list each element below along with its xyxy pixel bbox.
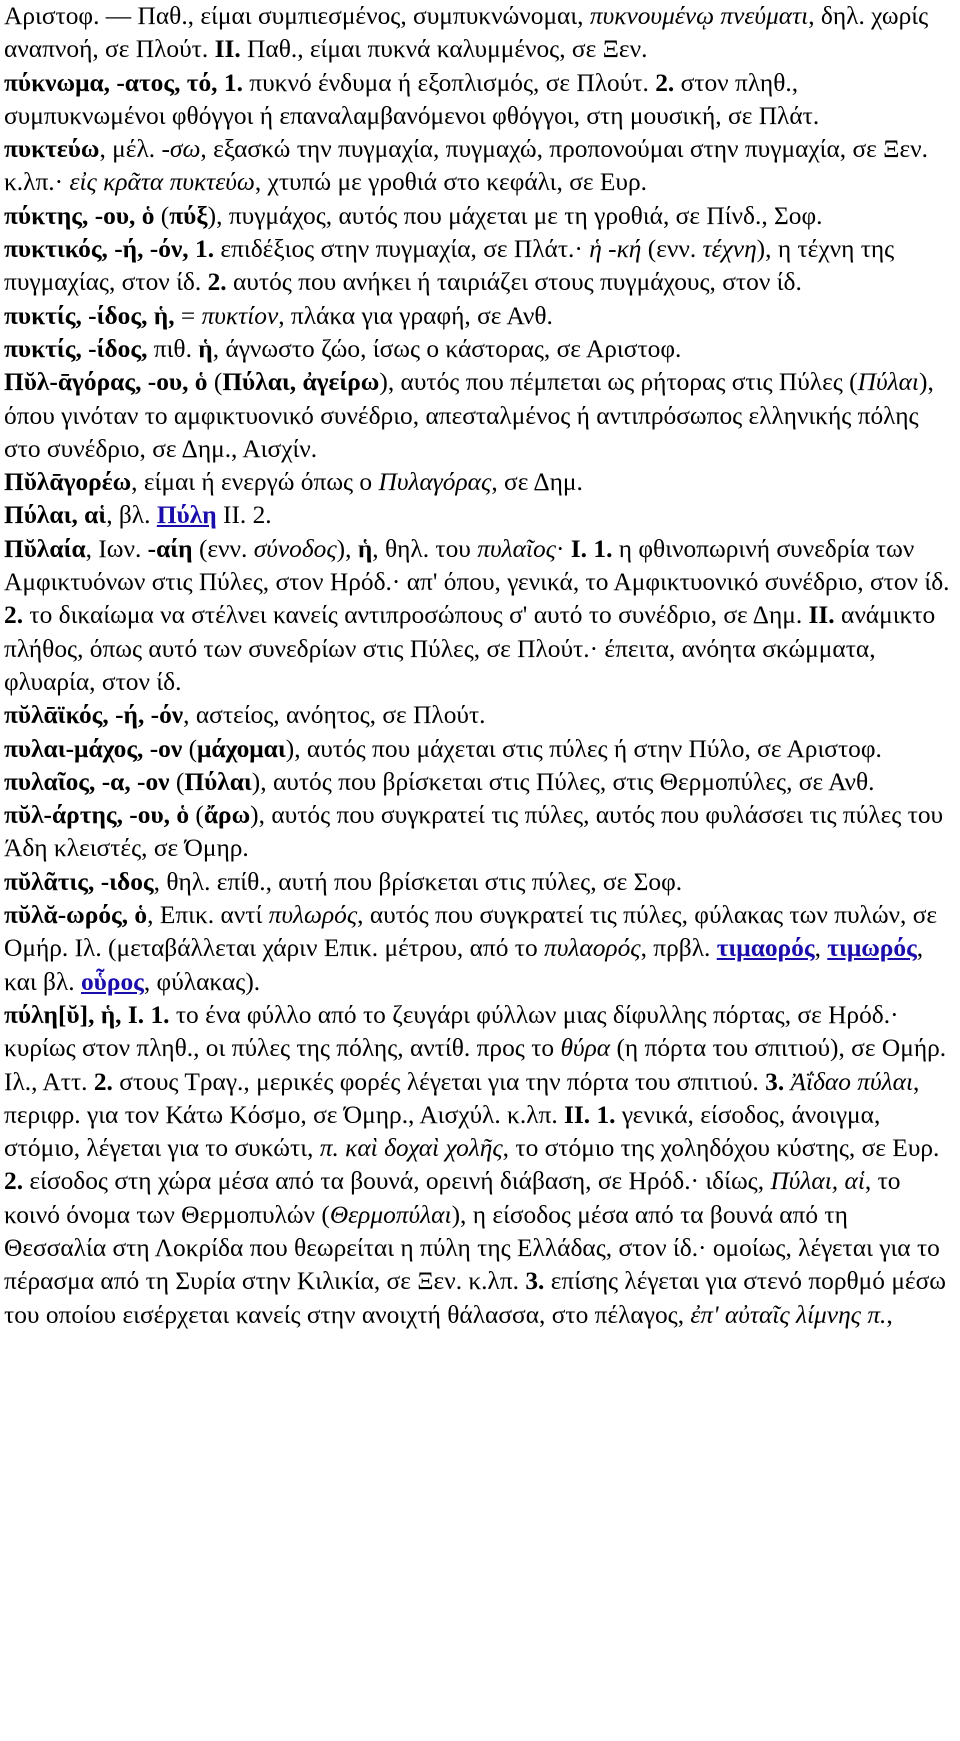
definition-text: αυτός που ανήκει ή ταιριάζει στους πυγμάχους, στον ίδ. (226, 268, 802, 297)
definition-text: , εξασκώ την πυγμαχία, πυγμαχώ, προπονούμαι στην πυγμαχία, σε Ξεν. κ.λπ.· (4, 135, 928, 197)
headword-text: μάχομαι (197, 734, 286, 763)
definition-text: , αστείος, ανόητος, σε Πλούτ. (183, 701, 486, 730)
dictionary-entry-pylaoros (4, 899, 956, 999)
definition-text: το ένα φύλλο από το ζευγάρι φύλλων μιας δίφυλλης πόρτας, σε Ηρόδ.· κυρίως στον πληθ., οι πύλες της πόλης, αντίθ. προς το (4, 1000, 899, 1063)
italic-text: θύρα (560, 1034, 611, 1063)
headword-text: πυλαι-μάχος, -ον (4, 734, 183, 763)
headword-text: 2. (4, 601, 24, 630)
headword-text: Πύλαι, ἀγείρω (222, 368, 380, 397)
definition-text: , θηλ. επίθ., αυτή που βρίσκεται στις πύλες, σε Σοφ. (153, 867, 683, 896)
headword-text: πῠλᾰ-ωρός, ὁ (4, 901, 148, 930)
definition-text: , περιφρ. για τον Κάτω Κόσμο, σε Όμηρ., Αισχύλ. κ.λπ. (4, 1067, 920, 1129)
definition-text: , το στόμιο της χοληδόχου κύστης, σε Ευρ. (502, 1134, 940, 1163)
headword-text: ἡ (357, 534, 373, 563)
definition-text: , θηλ. του (372, 534, 478, 563)
definition-text: ), αυτός που συγκρατεί τις πύλες, αυτός που φυλάσσει τις πύλες του Άδη κλειστές, σε Όμηρ. (4, 801, 944, 863)
headword-text: πῠλᾱϊκός, -ή, -όν (4, 701, 184, 730)
headword-text: πύλη[ῠ], ἡ, I. 1. (4, 1000, 170, 1029)
dictionary-entry-pylagoras (4, 366, 956, 466)
italic-text: τέχνη (702, 235, 757, 264)
definition-text: , και βλ. (4, 934, 924, 996)
headword-text: 3. (525, 1267, 545, 1296)
definition-text: το δικαίωμα να στέλνει κανείς αντιπροσώπους σ' αυτό το συνέδριο, σε Δημ. (23, 601, 809, 630)
definition-text: ), αυτός που βρίσκεται στις Πύλες, στις Θερμοπύλες, σε Ανθ. (251, 767, 875, 796)
definition-text: η φθινοπωρινή συνεδρία των Αμφικτυόνων στις Πύλες, στον Ηρόδ.· απ' όπου, γενικά, το Αμφικτυονικό συνέδριο, στον ίδ. (4, 534, 950, 597)
dictionary-entry-pykteuo (4, 133, 956, 200)
dictionary-entry-pyktes (4, 200, 956, 233)
italic-text: πυλωρός (268, 901, 358, 930)
definition-text: είσοδος στη χώρα μέσα από τα βουνά, ορεινή διάβαση, σε Ηρόδ.· ιδίως, (23, 1167, 771, 1196)
headword-text: Πύλαι, αἱ (4, 501, 107, 530)
italic-text: εἰς κρᾶτα πυκτεύω (69, 168, 255, 197)
definition-text: = (174, 301, 202, 330)
headword-text: 3. (765, 1067, 785, 1096)
definition-text: , Επικ. αντί (147, 901, 269, 930)
italic-text: ἡ -κή (589, 235, 642, 264)
definition-text: ), η τέχνη της πυγμαχίας, στον ίδ. (4, 235, 895, 297)
headword-text: Πῠλ-ᾱγόρας, -ου, ὁ (4, 368, 208, 397)
italic-text: Πύλαι, αἱ (770, 1167, 865, 1196)
italic-text: Θερμοπύλαι (329, 1200, 452, 1229)
dictionary-entry-pyknoma (4, 67, 956, 134)
definition-text: , (886, 1300, 893, 1329)
cross-reference-link[interactable]: οὗρος (80, 967, 144, 996)
definition-text: (ενν. (641, 235, 703, 264)
headword-text: I. 1. (570, 534, 613, 563)
headword-text: πυκτεύω (4, 135, 100, 164)
dictionary-entry-pylatis (4, 866, 956, 899)
dictionary-entry-pylai (4, 499, 956, 532)
italic-text: Πυλαγόρας (378, 468, 492, 497)
definition-text: γενικά, είσοδος, άνοιγμα, στόμιο, λέγεται για το συκώτι, (4, 1100, 881, 1163)
headword-text: πύκτης, -ου, ὁ (4, 201, 155, 230)
italic-text: πυλαορός (544, 934, 641, 963)
italic-text: σύνοδος (253, 534, 337, 563)
definition-text: πυκνό ένδυμα ή εξοπλισμός, σε Πλούτ. (242, 68, 656, 97)
headword-text: 2. (4, 1167, 24, 1196)
dictionary-entry-pylagoreo (4, 466, 956, 499)
definition-text: ), (336, 534, 358, 563)
headword-text: ἄρω (203, 801, 251, 830)
headword-text: II. (808, 601, 835, 630)
definition-text: , χτυπώ με γροθιά στο κεφάλι, σε Ευρ. (254, 168, 648, 197)
italic-text: πυκνουμένῳ πνεύματι (589, 2, 809, 30)
definition-text: ), όπου γινόταν το αμφικτυονικό συνέδριο, απεσταλμένος ή αντιπρόσωπος ελληνικής πόλης στο συνέδριο, σε Δημ., Αισχίν. (4, 368, 934, 463)
headword-text: πυκτίς, -ίδος, (4, 334, 148, 363)
definition-text: ( (182, 734, 198, 763)
definition-text: , σε Δημ. (491, 468, 583, 497)
definition-text: , (814, 934, 828, 963)
italic-text: Ἀΐδαο πύλαι (790, 1067, 914, 1096)
definition-text: ( (154, 201, 170, 230)
definition-text: , δηλ. χωρίς αναπνοή, σε Πλούτ. (4, 2, 929, 64)
dictionary-entry-pylaia (4, 533, 956, 699)
definition-text: επιδέξιος στην πυγμαχία, σε Πλάτ.· (214, 235, 590, 264)
headword-text: 2. (93, 1067, 113, 1096)
definition-text: , πλάκα για γραφή, σε Ανθ. (278, 301, 553, 330)
headword-text: 2. (655, 68, 675, 97)
definition-text: II. 2. (216, 501, 272, 530)
headword-text: 2. (207, 268, 227, 297)
definition-text: επίσης λέγεται για στενό πορθμό μέσω του οποίου εισέρχεται κανείς στην ανοιχτή θάλασσα, στο πέλαγος, (4, 1267, 946, 1329)
definition-text: , το κοινό όνομα των Θερμοπυλών ( (4, 1167, 901, 1229)
italic-text: πυλαῖος (477, 534, 556, 563)
definition-text: ), η είσοδος μέσα από τα βουνά από τη Θεσσαλία στη Λοκρίδα που θεωρείται η πύλη της Ελλάδας, στον ίδ.· ομοίως, λέγεται για το πέρασμα από τη Συρία στην Κιλικία, σε Ξεν. κ.λπ. (4, 1200, 940, 1296)
definition-text: , μέλ. (99, 135, 162, 164)
headword-text: 1. (195, 235, 215, 264)
definition-text: στους Τραγ., μερικές φορές λέγεται για την πόρτα του σπιτιού. (112, 1067, 766, 1096)
headword-text: Πῠλᾱγορέω (4, 468, 132, 497)
dictionary-entry-pyktis1 (4, 300, 956, 333)
definition-text: πιθ. (147, 334, 199, 363)
definition-text: , άγνωστο ζώο, ίσως ο κάστορας, σε Αριστοφ. (212, 334, 682, 363)
definition-text: , πρβλ. (640, 934, 717, 963)
headword-text: ἡ (198, 334, 213, 363)
definition-text: ), πυγμάχος, αυτός που μάχεται με τη γροθιά, σε Πίνδ., Σοφ. (207, 201, 823, 230)
definition-text: στον πληθ., συμπυκνωμένοι φθόγγοι ή επαναλαμβανόμενοι φθόγγοι, στη μουσική, σε Πλάτ. (4, 68, 820, 130)
dictionary-entry-pylaios (4, 766, 956, 799)
dictionary-entry-cont (4, 0, 956, 67)
definition-text: ), αυτός που μάχεται στις πύλες ή στην Πύλο, σε Αριστοφ. (285, 734, 882, 763)
cross-reference-link[interactable]: Πύλη (156, 501, 217, 530)
cross-reference-link[interactable]: τιμωρός (827, 934, 917, 963)
definition-text: , βλ. (106, 501, 157, 530)
headword-text: πυκτικός, -ή, -όν, (4, 235, 189, 264)
italic-text: Πύλαι (857, 368, 919, 397)
headword-text: II. (214, 35, 241, 64)
italic-text: ἐπ' αὐταῖς λίμνης π. (690, 1300, 887, 1329)
headword-text: πυκτίς, -ίδος, ἡ, (4, 301, 175, 330)
definition-text: (ενν. (192, 534, 254, 563)
italic-text: π. καὶ δοχαὶ χολῆς (319, 1134, 503, 1163)
definition-text: ανάμικτο πλήθος, όπως αυτό των συνεδρίων στις Πύλες, σε Πλούτ.· έπειτα, ανόητα σκώμματα, φλυαρία, στον ίδ. (4, 601, 936, 696)
cross-reference-link[interactable]: τιμαορός (716, 934, 815, 963)
headword-text: πυλαῖος, -α, -ον (4, 767, 170, 796)
definition-text: ( (169, 767, 185, 796)
headword-text: πύκνωμα, -ατος, τό, (4, 68, 218, 97)
dictionary-entry-pylaikos (4, 699, 956, 732)
dictionary-entry-pyktis2 (4, 333, 956, 366)
definition-text: ( (207, 368, 223, 397)
italic-text: πυκτίον (201, 301, 279, 330)
definition-text: , είμαι ή ενεργώ όπως ο (131, 468, 379, 497)
definition-text: Παθ., είμαι πυκνά καλυμμένος, σε Ξεν. (240, 35, 648, 64)
headword-text: πύξ (169, 201, 208, 230)
definition-text: ( (189, 801, 204, 830)
dictionary-entry-pyktikos (4, 233, 956, 300)
headword-text: 1. (223, 68, 243, 97)
definition-text: , αυτός που συγκρατεί τις πύλες, φύλακας των πυλών, σε Ομήρ. Ιλ. (μεταβάλλεται χάριν Επικ. μέτρου, από το (4, 901, 938, 963)
headword-text: πῠλ-άρτης, -ου, ὁ (4, 801, 190, 830)
definition-text: (η πόρτα του σπιτιού), σε Ομήρ. Ιλ., Αττ. (4, 1034, 947, 1096)
dictionary-entry-pyle (4, 999, 956, 1332)
dictionary-entry-pylartes (4, 799, 956, 866)
headword-text: Πύλαι (184, 767, 252, 796)
dictionary-entry-pylaimachos (4, 733, 956, 766)
definition-text: ), αυτός που πέμπεται ως ρήτορας στις Πύλες ( (379, 368, 858, 397)
definition-text: Αριστοφ. — Παθ., είμαι συμπιεσμένος, συμπυκνώνομαι, (4, 2, 590, 30)
definition-text: · (555, 534, 571, 563)
headword-text: Πῠλαία (4, 534, 86, 563)
headword-text: -αίη (147, 534, 193, 563)
italic-text: -σω (161, 135, 201, 164)
definition-text: , φύλακας). (143, 967, 261, 996)
headword-text: II. 1. (564, 1100, 616, 1129)
headword-text: πῠλᾶτις, -ιδος (4, 867, 154, 896)
definition-text: , Ιων. (85, 534, 148, 563)
